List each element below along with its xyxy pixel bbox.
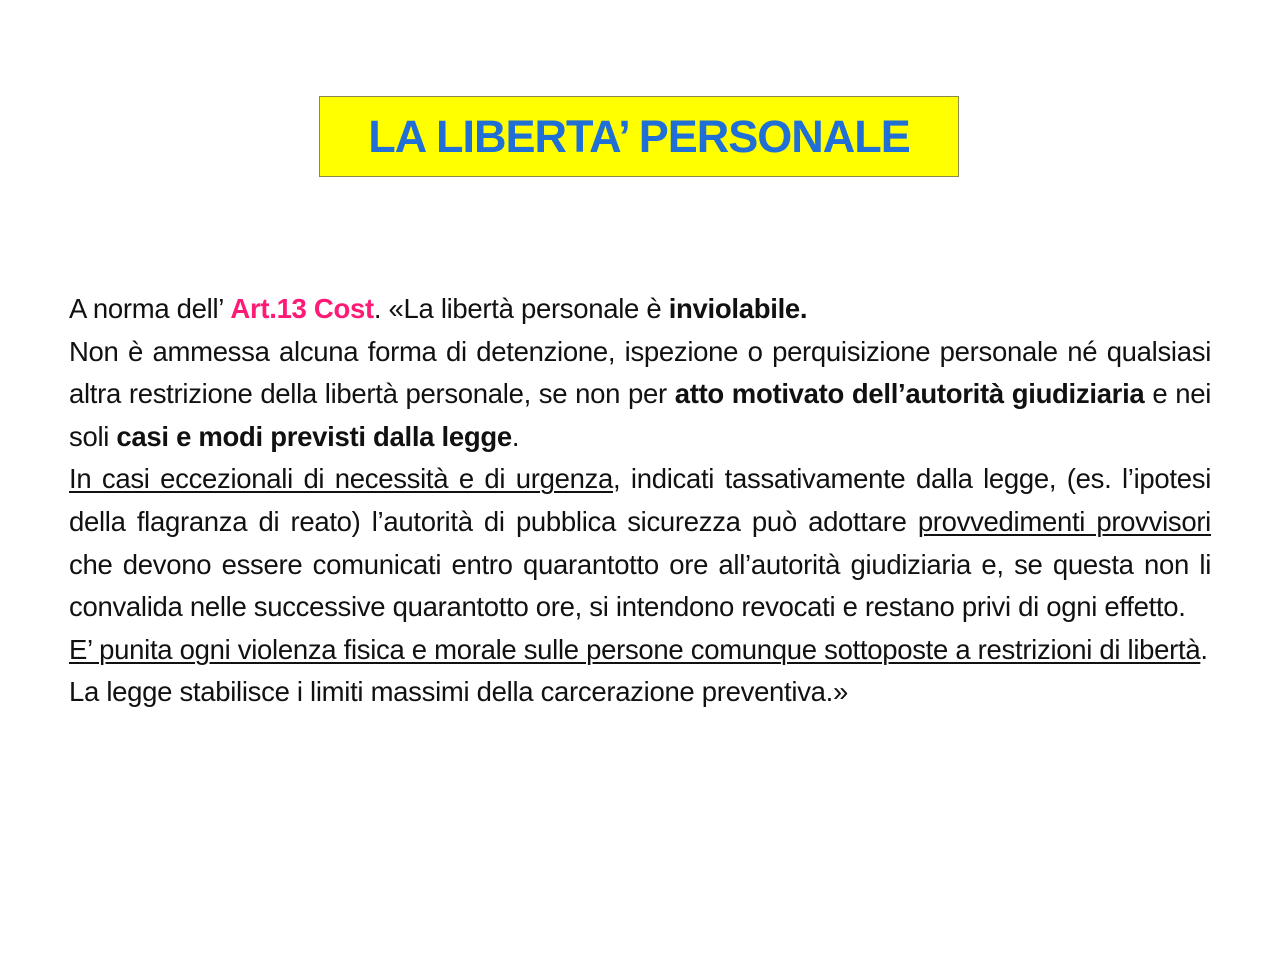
intro-text: A norma dell’ [69, 293, 231, 324]
provvedimenti-underlined: provvedimenti provvisori [917, 505, 1211, 537]
paragraph-violence [69, 629, 1211, 672]
detention-connector: e nei soli [69, 378, 1211, 452]
article-reference: Art.13 Cost [230, 293, 374, 324]
violence-end: . [1200, 633, 1208, 665]
inviolabile-bold: inviolabile. [668, 293, 808, 324]
paragraph-intro [69, 288, 1211, 331]
title-box [319, 96, 959, 177]
article-text [69, 288, 1211, 714]
intro-quote-text: . «La libertà personale è [373, 293, 669, 324]
urgency-underlined: In casi eccezionali di necessità e di urgenza [69, 463, 614, 495]
casi-modi-bold: casi e modi previsti dalla legge [116, 420, 512, 452]
violence-underlined: E’ punita ogni violenza fisica e morale sulle persone comunque sottoposte a restrizioni di libertà [69, 633, 1201, 665]
limits-text: La legge stabilisce i limiti massimi della carcerazione preventiva.» [69, 676, 848, 708]
paragraph-detention [69, 331, 1211, 459]
detention-end: . [511, 420, 520, 452]
urgency-text: , indicati tassativamente dalla legge, (es. l’ipotesi della flagranza di reato) l’autorità di pubblica sicurezza può adottare [69, 463, 1211, 537]
slide-title: LA LIBERTA’ PERSONALE [368, 110, 910, 162]
paragraph-detention-limits [69, 671, 1211, 714]
urgency-continuation: che devono essere comunicati entro quarantotto ore all’autorità giudiziaria e, se questa non li convalida nelle successive quarantotto ore, si intendono revocati e restano privi di ogni effetto. [69, 548, 1211, 623]
paragraph-urgency [69, 458, 1211, 628]
detention-text: Non è ammessa alcuna forma di detenzione, ispezione o perquisizione personale né qualsiasi altra restrizione della libertà personale, se non per [69, 335, 1211, 410]
atto-motivato-bold: atto motivato dell’autorità giudiziaria [674, 378, 1145, 410]
